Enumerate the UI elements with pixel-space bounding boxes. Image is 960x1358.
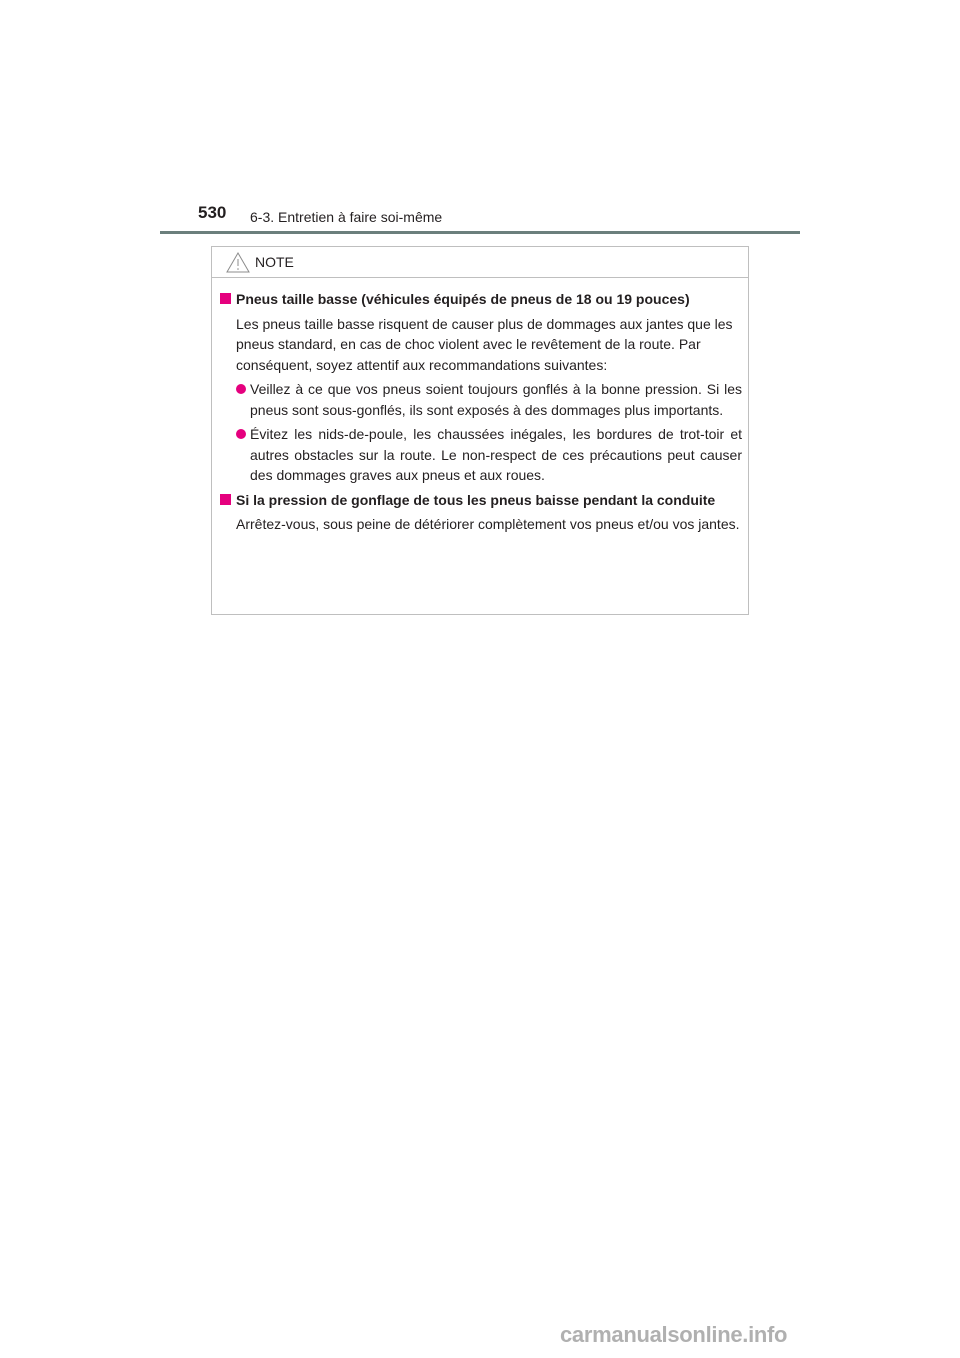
note-paragraph: Les pneus taille basse risquent de causer plus de dommages aux jantes que les pneus standard, en cas de choc violent avec le revêtement de la route. Par conséquent, soyez attentif aux recommandations suivantes:: [236, 315, 733, 373]
watermark: carmanualsonline.info: [560, 1322, 788, 1347]
note-body: [212, 278, 748, 535]
warning-triangle-icon: [226, 252, 250, 273]
square-bullet-icon: [220, 494, 231, 505]
header-rule: [160, 231, 800, 234]
square-bullet-icon: [220, 293, 231, 304]
list-item: Évitez les nids-de-poule, les chaussées inégales, les bordures de trot-toir et autres obstacles sur la route. Le non-respect de ces précautions peut causer des dommages graves aux pneus et aux roues.: [220, 424, 742, 486]
note-heading-pressure-drop: Si la pression de gonflage de tous les pneus baisse pendant la conduite: [220, 490, 742, 511]
section-title: 6-3. Entretien à faire soi-même: [250, 209, 443, 225]
round-bullet-icon: [236, 429, 246, 439]
note-paragraph: Arrêtez-vous, sous peine de détériorer complètement vos pneus et/ou vos jantes.: [236, 516, 740, 532]
note-label: NOTE: [255, 254, 294, 270]
round-bullet-icon: [236, 384, 246, 394]
list-item: Veillez à ce que vos pneus soient toujours gonflés à la bonne pression. Si les pneus sont sous-gonflés, ils sont exposés à des dommages plus importants.: [220, 379, 742, 420]
note-heading-low-profile-tires: Pneus taille basse (véhicules équipés de pneus de 18 ou 19 pouces): [220, 289, 742, 310]
page-number: 530: [198, 203, 227, 222]
note-header: [212, 247, 748, 278]
note-box: [211, 246, 749, 615]
